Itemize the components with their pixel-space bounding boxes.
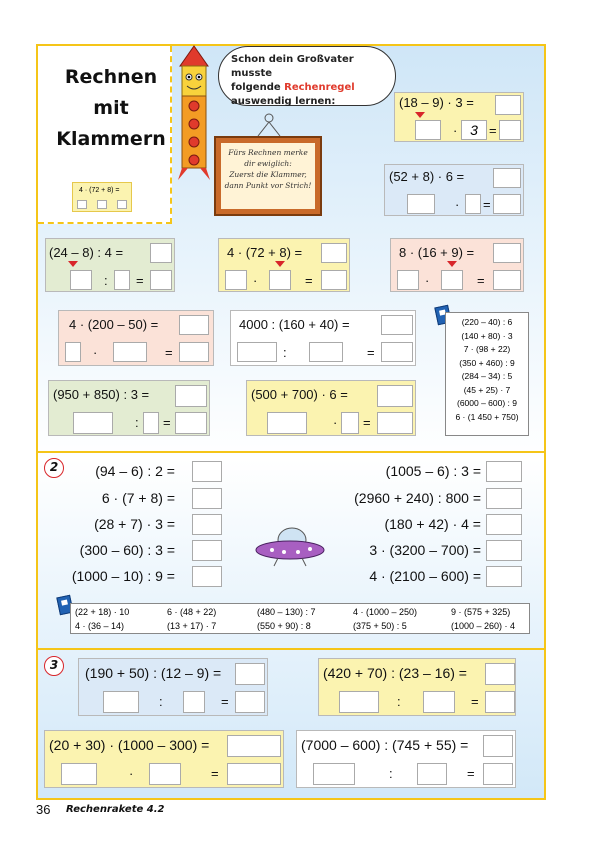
rule-sign: Fürs Rechnen merke dir ewiglich: Zuerst die Klammer, dann Punkt vor Strich! <box>214 136 322 216</box>
marker-arrow-icon <box>68 261 78 267</box>
answer-box[interactable] <box>493 168 521 188</box>
answer-box[interactable] <box>150 270 172 290</box>
answer-box[interactable] <box>175 385 207 407</box>
exercise-box: (420 + 70) : (23 – 16) = : = <box>318 658 516 716</box>
answer-box[interactable] <box>227 763 281 785</box>
task-text: (300 – 60) : 3 = <box>79 542 175 558</box>
answer-box[interactable] <box>486 461 522 482</box>
answer-box[interactable] <box>61 763 97 785</box>
marker-arrow-icon <box>447 261 457 267</box>
answer-box[interactable] <box>407 194 435 214</box>
answer-box[interactable] <box>183 691 205 713</box>
section-number: 2 <box>44 458 64 478</box>
task-text: 6 · (7 + 8) = <box>101 490 175 506</box>
exercise-box: (190 + 50) : (12 – 9) = : = <box>78 658 268 716</box>
answer-box[interactable] <box>192 461 222 482</box>
answer-box[interactable] <box>441 270 463 290</box>
mini-example: 4 · (72 + 8) = <box>72 182 132 212</box>
exercise-box: (24 – 8) : 4 = : = <box>45 238 175 292</box>
section-divider <box>38 648 544 650</box>
page-title: Rechnen mit Klammern <box>56 66 166 150</box>
answer-box[interactable] <box>73 412 113 434</box>
section-number: 3 <box>44 656 64 676</box>
task-text: (1005 – 6) : 3 = <box>385 463 481 479</box>
answer-box[interactable] <box>179 342 209 362</box>
marker-arrow-icon <box>275 261 285 267</box>
answer-box[interactable] <box>483 763 513 785</box>
answer-box[interactable] <box>225 270 247 290</box>
answer-box[interactable] <box>493 194 521 214</box>
answer-box[interactable] <box>192 566 222 587</box>
rocket-character-icon <box>176 44 212 184</box>
answer-box[interactable] <box>341 412 359 434</box>
answer-box[interactable] <box>149 763 181 785</box>
answer-box[interactable] <box>65 342 81 362</box>
answer-box[interactable] <box>339 691 379 713</box>
answer-box <box>77 200 87 209</box>
task-text: 4 · (2100 – 600) = <box>369 568 481 584</box>
answer-box[interactable] <box>309 342 343 362</box>
answer-box[interactable] <box>415 120 441 140</box>
answer-box[interactable] <box>227 735 281 757</box>
exercise-box: 8 · (16 + 9) = · = <box>390 238 524 292</box>
exercise-box: (18 – 9) · 3 = · 3 = <box>394 92 524 142</box>
answer-box[interactable] <box>377 412 413 434</box>
page-number: 36 <box>36 802 51 817</box>
answer-box[interactable] <box>377 385 413 407</box>
answer-box[interactable] <box>417 763 447 785</box>
answer-box[interactable]: 3 <box>461 120 487 140</box>
answer-box[interactable] <box>269 270 291 290</box>
answer-box <box>97 200 107 209</box>
task-text: (28 + 7) · 3 = <box>94 516 175 532</box>
answer-box[interactable] <box>499 120 521 140</box>
task-text: (1000 – 10) : 9 = <box>71 568 175 584</box>
answer-box[interactable] <box>486 488 522 509</box>
answer-box[interactable] <box>114 270 130 290</box>
answer-box[interactable] <box>486 540 522 561</box>
answer-box[interactable] <box>465 194 481 214</box>
answer-box[interactable] <box>486 566 522 587</box>
task-strip: (22 + 18) · 10 6 · (48 + 22) (480 – 130) : 7 4 · (1000 – 250) 9 · (575 + 325) 4 · (36 – 14) (13 + 17) · 7 (550 + 90) : 8 (375 + 50) : 5 (1000 – 260) · 4 <box>70 603 530 634</box>
answer-box[interactable] <box>70 270 92 290</box>
answer-box[interactable] <box>321 270 347 290</box>
exercise-box: (7000 – 600) : (745 + 55) = : = <box>296 730 516 788</box>
task-text: (180 + 42) · 4 = <box>384 516 481 532</box>
answer-box[interactable] <box>493 243 521 263</box>
book-title: Rechenrakete 4.2 <box>66 804 165 815</box>
exercise-box: 4000 : (160 + 40) = : = <box>230 310 416 366</box>
answer-box[interactable] <box>486 514 522 535</box>
ufo-icon <box>254 524 326 568</box>
answer-box[interactable] <box>235 663 265 685</box>
answer-box[interactable] <box>493 270 521 290</box>
section-divider <box>38 451 544 453</box>
answer-box[interactable] <box>381 315 413 335</box>
exercise-box: (52 + 8) · 6 = · = <box>384 164 524 216</box>
task-list: (220 – 40) : 6 (140 + 80) · 3 7 · (98 + 22) (350 + 460) : 9 (284 – 34) : 5 (45 + 25) · 7 (6000 – 600) : 9 6 · (1 450 + 750) <box>445 312 529 436</box>
speech-bubble: Schon dein Großvater musste folgende Rechenregel auswendig lernen: <box>218 46 396 106</box>
answer-box[interactable] <box>313 763 355 785</box>
sign-hook-icon <box>254 104 284 138</box>
task-text: (94 – 6) : 2 = <box>95 463 175 479</box>
answer-box[interactable] <box>113 342 147 362</box>
exercise-box: 4 · (200 – 50) = · = <box>58 310 214 366</box>
answer-box[interactable] <box>483 735 513 757</box>
exercise-box: (950 + 850) : 3 = : = <box>48 380 210 436</box>
exercise-box: 4 · (72 + 8) = · = <box>218 238 350 292</box>
answer-box[interactable] <box>485 663 515 685</box>
answer-box[interactable] <box>179 315 209 335</box>
answer-box[interactable] <box>175 412 207 434</box>
task-text: 3 · (3200 – 700) = <box>369 542 481 558</box>
answer-box[interactable] <box>267 412 307 434</box>
answer-box[interactable] <box>103 691 139 713</box>
answer-box[interactable] <box>192 488 222 509</box>
answer-box[interactable] <box>150 243 172 263</box>
marker-arrow-icon <box>415 112 425 118</box>
answer-box[interactable] <box>381 342 413 362</box>
answer-box[interactable] <box>321 243 347 263</box>
answer-box <box>117 200 127 209</box>
answer-box[interactable] <box>192 514 222 535</box>
answer-box[interactable] <box>192 540 222 561</box>
answer-box[interactable] <box>485 691 515 713</box>
answer-box[interactable] <box>397 270 419 290</box>
answer-box[interactable] <box>423 691 455 713</box>
exercise-box: (20 + 30) · (1000 – 300) = · = <box>44 730 284 788</box>
task-text: (2960 + 240) : 800 = <box>354 490 481 506</box>
answer-box[interactable] <box>235 691 265 713</box>
answer-box[interactable] <box>143 412 159 434</box>
answer-box[interactable] <box>495 95 521 115</box>
exercise-box: (500 + 700) · 6 = · = <box>246 380 416 436</box>
answer-box[interactable] <box>237 342 277 362</box>
